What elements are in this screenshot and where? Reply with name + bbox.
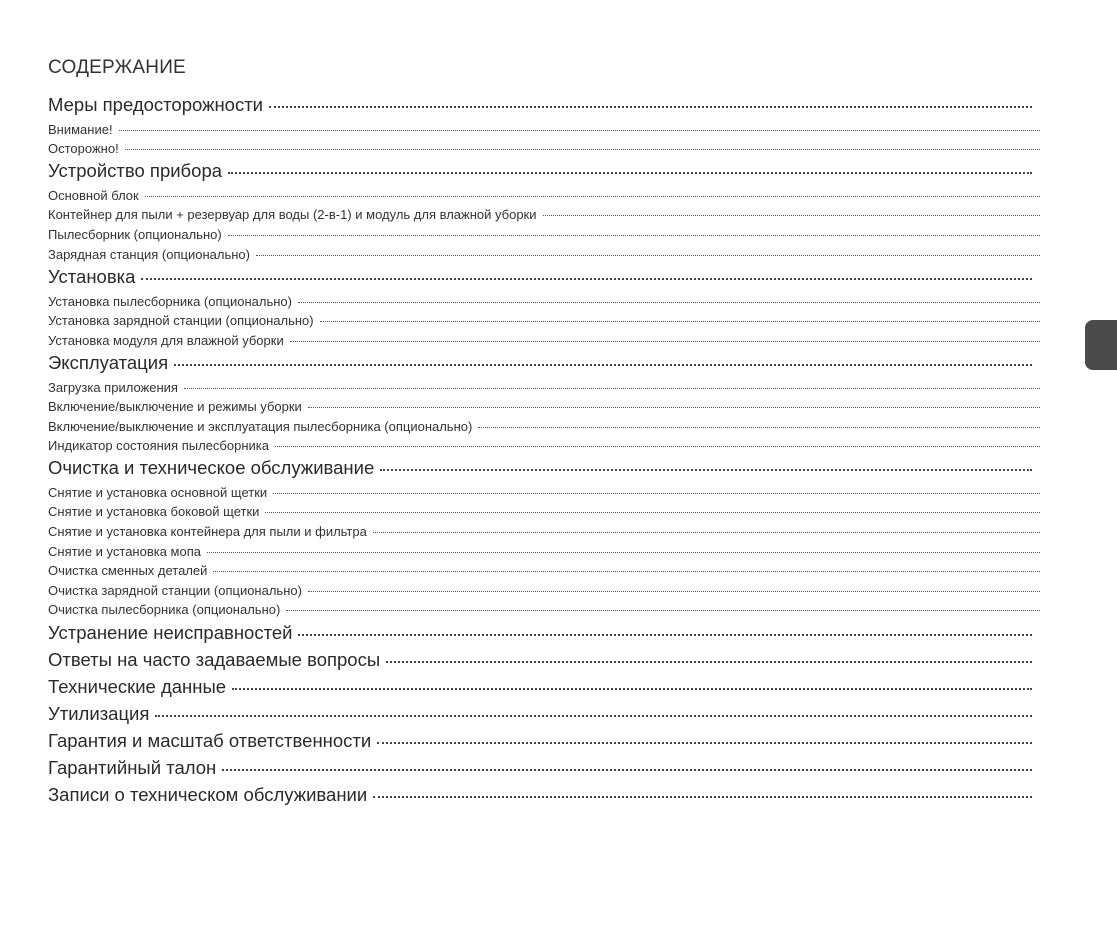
dot-leader — [119, 130, 1040, 131]
toc-entry-label: Очистка сменных деталей — [48, 563, 208, 578]
toc-subsection-entry[interactable] — [48, 294, 1040, 309]
toc-subsection-entry[interactable] — [48, 544, 1040, 559]
dot-leader — [145, 196, 1040, 197]
dot-leader — [273, 493, 1040, 494]
toc-subsection-entry[interactable] — [48, 247, 1040, 262]
toc-entry-label: Контейнер для пыли + резервуар для воды (2-в-1) и модуль для влажной уборки — [48, 207, 537, 222]
dot-leader — [286, 610, 1040, 611]
toc-entry-label: Осторожно! — [48, 141, 119, 156]
dot-leader — [228, 235, 1040, 236]
toc-entry-label: Установка пылесборника (опционально) — [48, 294, 292, 309]
dot-leader — [184, 388, 1040, 389]
toc-entry-label: Внимание! — [48, 122, 113, 137]
toc-entry-label: Утилизация — [48, 703, 150, 724]
dot-leader — [141, 278, 1032, 280]
toc-subsection-entry[interactable] — [48, 399, 1040, 414]
toc-subsection-entry[interactable] — [48, 504, 1040, 519]
toc-section-entry[interactable] — [48, 352, 1032, 374]
toc-entry-label: Меры предосторожности — [48, 94, 264, 115]
toc-section-entry[interactable] — [48, 160, 1032, 182]
toc-subsection-entry[interactable] — [48, 602, 1040, 617]
toc-entry-label: Устранение неисправностей — [48, 622, 293, 643]
toc-section-entry[interactable] — [48, 649, 1032, 671]
toc-entry-label: Технические данные — [48, 676, 227, 697]
toc-entry-label: Гарантийный талон — [48, 757, 217, 778]
toc-section-entry[interactable] — [48, 730, 1032, 752]
dot-leader — [125, 149, 1040, 150]
toc-subsection-entry[interactable] — [48, 207, 1040, 222]
toc-entry-label: Загрузка приложения — [48, 380, 178, 395]
toc-entry-label: Установка — [48, 266, 136, 287]
dot-leader — [290, 341, 1040, 342]
toc-section-entry[interactable] — [48, 757, 1032, 779]
dot-leader — [380, 469, 1032, 471]
dot-leader — [174, 364, 1032, 366]
toc-entry-label: Снятие и установка контейнера для пыли и фильтра — [48, 524, 367, 539]
toc-section-entry[interactable] — [48, 703, 1032, 725]
side-tab-marker — [1085, 320, 1117, 370]
toc-subsection-entry[interactable] — [48, 333, 1040, 348]
toc-entry-label: Индикатор состояния пылесборника — [48, 438, 269, 453]
dot-leader — [320, 321, 1040, 322]
toc-entry-label: Устройство прибора — [48, 160, 223, 181]
toc-title: СОДЕРЖАНИЕ — [48, 57, 186, 78]
toc-section-entry[interactable] — [48, 266, 1032, 288]
dot-leader — [222, 769, 1032, 771]
toc-subsection-entry[interactable] — [48, 524, 1040, 539]
toc-subsection-entry[interactable] — [48, 485, 1040, 500]
toc-subsection-entry[interactable] — [48, 313, 1040, 328]
toc-subsection-entry[interactable] — [48, 227, 1040, 242]
dot-leader — [155, 715, 1032, 717]
toc-entry-label: Зарядная станция (опционально) — [48, 247, 250, 262]
toc-entry-label: Пылесборник (опционально) — [48, 227, 222, 242]
dot-leader — [478, 427, 1040, 428]
dot-leader — [373, 796, 1032, 798]
toc-entry-label: Эксплуатация — [48, 352, 169, 373]
toc-entry-label: Основной блок — [48, 188, 139, 203]
toc-entry-label: Включение/выключение и эксплуатация пылесборника (опционально) — [48, 419, 473, 434]
toc-entry-label: Записи о техническом обслуживании — [48, 784, 368, 805]
toc-subsection-entry[interactable] — [48, 419, 1040, 434]
toc-subsection-entry[interactable] — [48, 583, 1040, 598]
toc-entry-label: Установка модуля для влажной уборки — [48, 333, 284, 348]
toc-subsection-entry[interactable] — [48, 380, 1040, 395]
toc-entry-label: Снятие и установка мопа — [48, 544, 201, 559]
dot-leader — [308, 407, 1040, 408]
dot-leader — [265, 512, 1040, 513]
toc-entry-label: Установка зарядной станции (опционально) — [48, 313, 314, 328]
toc-subsection-entry[interactable] — [48, 188, 1040, 203]
dot-leader — [298, 634, 1032, 636]
toc-section-entry[interactable] — [48, 622, 1032, 644]
toc-entry-label: Очистка зарядной станции (опционально) — [48, 583, 302, 598]
toc-entry-label: Снятие и установка боковой щетки — [48, 504, 260, 519]
toc-entry-label: Ответы на часто задаваемые вопросы — [48, 649, 381, 670]
toc-entry-label: Очистка и техническое обслуживание — [48, 457, 375, 478]
dot-leader — [386, 661, 1032, 663]
toc-subsection-entry[interactable] — [48, 438, 1040, 453]
dot-leader — [373, 532, 1040, 533]
dot-leader — [207, 552, 1040, 553]
dot-leader — [377, 742, 1032, 744]
toc-entry-label: Снятие и установка основной щетки — [48, 485, 268, 500]
dot-leader — [232, 688, 1032, 690]
toc-subsection-entry[interactable] — [48, 122, 1040, 137]
toc-section-entry[interactable] — [48, 784, 1032, 806]
dot-leader — [213, 571, 1040, 572]
toc-subsection-entry[interactable] — [48, 141, 1040, 156]
dot-leader — [256, 255, 1040, 256]
dot-leader — [543, 215, 1040, 216]
toc-entry-label: Очистка пылесборника (опционально) — [48, 602, 281, 617]
dot-leader — [275, 446, 1040, 447]
toc-subsection-entry[interactable] — [48, 563, 1040, 578]
dot-leader — [308, 591, 1040, 592]
toc-section-entry[interactable] — [48, 676, 1032, 698]
toc-section-entry[interactable] — [48, 94, 1032, 116]
dot-leader — [228, 172, 1032, 174]
toc-section-entry[interactable] — [48, 457, 1032, 479]
dot-leader — [298, 302, 1040, 303]
toc-entry-label: Гарантия и масштаб ответственности — [48, 730, 372, 751]
toc-entry-label: Включение/выключение и режимы уборки — [48, 399, 302, 414]
dot-leader — [269, 106, 1032, 108]
